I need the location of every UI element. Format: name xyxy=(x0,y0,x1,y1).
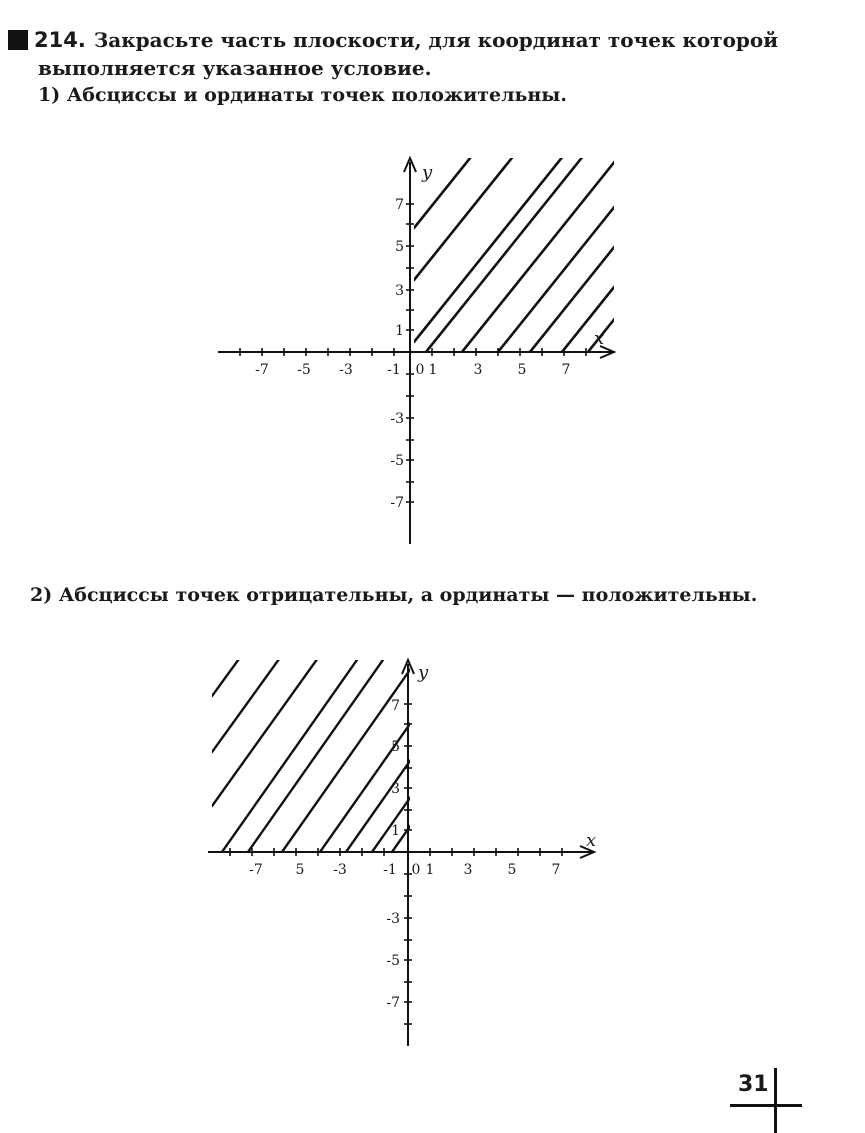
x-tick-label: 0 xyxy=(415,362,425,378)
y-tick-label: 5 xyxy=(391,739,400,755)
x-tick-label: 5 xyxy=(517,362,527,378)
x-tick-label: 7 xyxy=(551,862,561,878)
x-tick-label: -3 xyxy=(333,862,347,878)
y-tick-label: -7 xyxy=(390,495,404,511)
y-tick-label: -5 xyxy=(386,953,400,969)
page-number-rule-vertical xyxy=(774,1068,777,1133)
y-tick-label: 1 xyxy=(391,823,400,839)
graph-2-x-tick-labels xyxy=(249,862,560,878)
graph-1 xyxy=(218,0,774,544)
graph-1-y-tick-labels xyxy=(390,197,404,511)
page-number-rule-horizontal xyxy=(730,1104,802,1107)
y-tick-label: -7 xyxy=(386,995,400,1011)
x-tick-label: -1 xyxy=(383,862,397,878)
x-tick-label: 7 xyxy=(561,362,571,378)
x-tick-label: 3 xyxy=(473,362,483,378)
y-tick-label: 7 xyxy=(391,698,400,714)
x-tick-label: 1 xyxy=(425,862,435,878)
graph-2-x-axis-name: x xyxy=(586,830,597,851)
statement-line-1: Закрасьте часть плоскости, для координат точек которой xyxy=(93,28,779,52)
x-tick-label: 5 xyxy=(507,862,517,878)
task-2-label: 2) Абсциссы точек отрицательны, а ординаты — положительны. xyxy=(30,584,758,606)
statement-line-2: выполняется указанное условие. xyxy=(38,56,432,80)
graph-1-y-axis-name: y xyxy=(422,162,433,183)
graph-2-y-axis-name: y xyxy=(418,662,429,683)
y-tick-label: 7 xyxy=(395,197,404,213)
y-tick-label: 3 xyxy=(395,283,404,299)
graph-1-hatching xyxy=(414,0,774,352)
y-tick-label: -3 xyxy=(390,411,404,427)
graph-2-hatching xyxy=(212,630,548,852)
y-tick-label: 3 xyxy=(391,781,400,797)
graph-2-y-tick-labels xyxy=(386,698,400,1011)
task-1-label: 1) Абсциссы и ординаты точек положительны. xyxy=(38,84,567,106)
x-tick-label: 0 xyxy=(411,862,421,878)
problem-number: 214. xyxy=(34,28,86,52)
x-tick-label: -7 xyxy=(249,862,263,878)
x-tick-label: -7 xyxy=(255,362,269,378)
x-tick-label: 5 xyxy=(295,862,305,878)
page-number: 31 xyxy=(738,1072,769,1097)
graph-1-x-tick-labels xyxy=(255,362,570,378)
graph-1-x-axis-name: x xyxy=(594,328,605,349)
y-tick-label: 5 xyxy=(395,239,404,255)
x-tick-label: 1 xyxy=(428,362,438,378)
y-tick-label: -3 xyxy=(386,911,400,927)
y-tick-label: -5 xyxy=(390,453,404,469)
graph-2 xyxy=(208,630,596,1046)
x-tick-label: -5 xyxy=(297,362,311,378)
x-tick-label: -3 xyxy=(339,362,353,378)
x-tick-label: 3 xyxy=(463,862,473,878)
x-tick-label: -1 xyxy=(387,362,401,378)
y-tick-label: 1 xyxy=(395,323,404,339)
